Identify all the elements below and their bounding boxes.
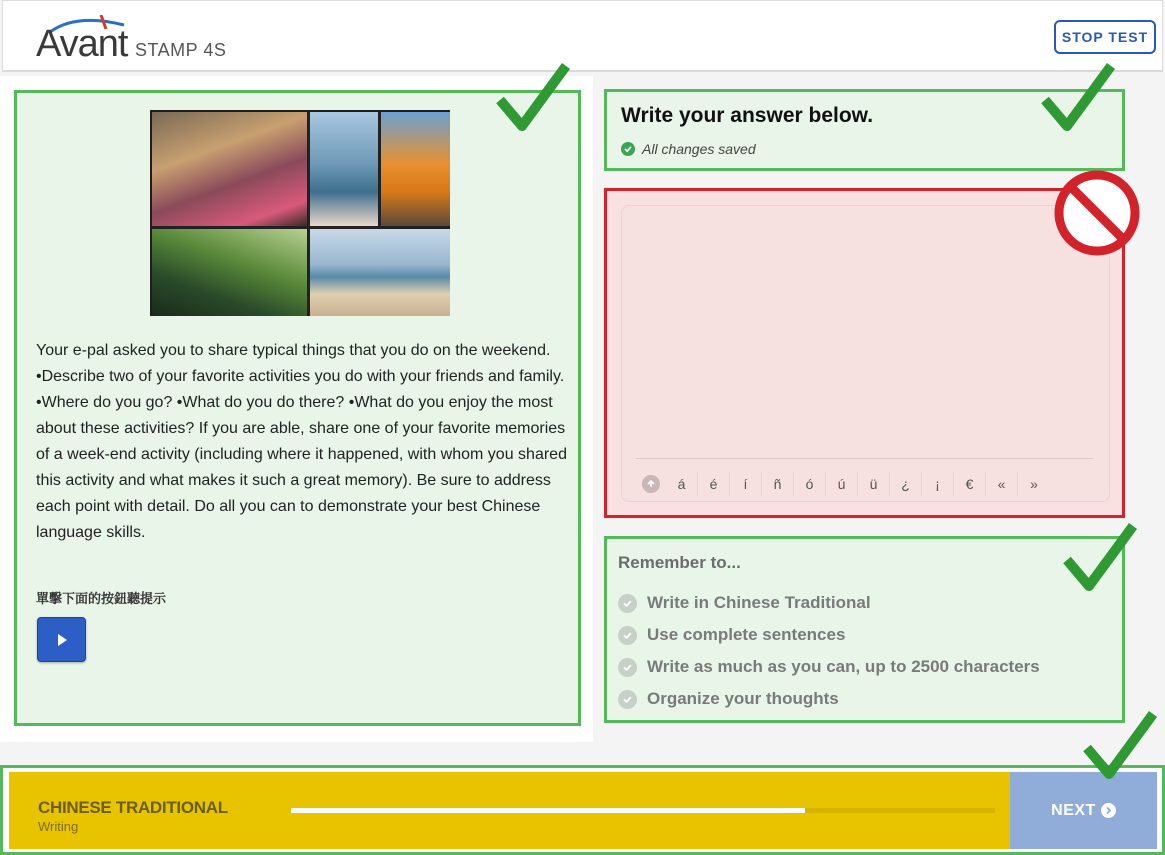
progress-fill — [291, 808, 805, 813]
special-char-button[interactable]: € — [954, 472, 986, 496]
test-section: Writing — [38, 819, 79, 834]
reminder-item — [618, 651, 1040, 683]
uppercase-toggle-button[interactable] — [636, 472, 666, 496]
reminder-panel — [604, 536, 1125, 723]
special-char-button[interactable]: í — [730, 472, 762, 496]
green-check-icon — [496, 60, 570, 134]
logo-text: Avant — [36, 23, 128, 65]
special-char-button[interactable]: ¿ — [890, 472, 922, 496]
reminder-text: Write as much as you can, up to 2500 characters — [647, 657, 1040, 676]
special-characters-toolbar — [636, 472, 1050, 496]
arrow-up-icon — [642, 475, 660, 493]
progress-bar — [291, 808, 995, 813]
prompt-photo — [150, 110, 450, 316]
reminder-item — [618, 587, 1040, 619]
check-circle-icon — [618, 626, 637, 645]
green-check-icon — [1041, 60, 1115, 134]
reminder-text: Write in Chinese Traditional — [647, 593, 871, 612]
check-circle-icon — [618, 594, 637, 613]
green-check-icon — [1063, 520, 1137, 594]
special-char-button[interactable]: » — [1030, 476, 1038, 492]
reminder-text: Organize your thoughts — [647, 689, 839, 708]
footer-bar — [0, 765, 1165, 855]
reminder-item — [618, 619, 1040, 651]
chevron-right-icon — [1101, 803, 1116, 818]
reminder-list — [618, 587, 1040, 715]
special-char-button[interactable]: ¡ — [922, 472, 954, 496]
saved-check-icon — [621, 142, 635, 156]
audio-hint-label: 單擊下面的按鈕聽提示 — [36, 592, 167, 607]
answer-textarea[interactable] — [621, 205, 1110, 502]
save-status — [621, 141, 756, 157]
prompt-text: Your e-pal asked you to share typical things that you do on the weekend. •Describe two of your favorite activities you do with your friends and family. •Where do you go? •What do you do there? •What do you enjoy the most about these activities? If you are able, share one of your favorite memories of a week-end activity (including where it happened, with whom you shared this activity and what makes it such a great memory). Be sure to address each point with detail. Do all you can to demonstrate your best Chinese language skills. — [36, 342, 567, 541]
stop-test-button[interactable]: STOP TEST — [1054, 20, 1156, 54]
special-char-button[interactable]: ó — [794, 472, 826, 496]
green-check-icon — [1083, 708, 1157, 782]
next-button[interactable] — [1010, 772, 1157, 849]
footer-status — [9, 772, 1157, 849]
special-char-button[interactable]: ñ — [762, 472, 794, 496]
special-char-button[interactable]: ú — [826, 472, 858, 496]
check-circle-icon — [618, 690, 637, 709]
play-prompt-button[interactable] — [37, 617, 86, 662]
reminder-item — [618, 683, 1040, 715]
special-char-button[interactable]: é — [698, 472, 730, 496]
check-circle-icon — [618, 658, 637, 677]
answer-editor-area — [604, 188, 1125, 518]
prohibited-icon — [1052, 168, 1142, 258]
reminder-title: Remember to... — [618, 553, 741, 572]
toolbar-divider — [636, 458, 1093, 459]
play-icon — [54, 632, 70, 648]
next-label: NEXT — [1051, 801, 1096, 819]
special-char-button[interactable]: « — [986, 472, 1018, 496]
avant-logo — [36, 15, 236, 65]
reminder-text: Use complete sentences — [647, 625, 846, 644]
save-status-text: All changes saved — [642, 141, 756, 157]
answer-title: Write your answer below. — [621, 104, 874, 127]
header — [2, 0, 1163, 72]
special-char-button[interactable]: ü — [858, 472, 890, 496]
special-char-button[interactable]: á — [666, 472, 698, 496]
test-language: CHINESE TRADITIONAL — [38, 798, 228, 817]
product-name: STAMP 4S — [135, 40, 227, 60]
